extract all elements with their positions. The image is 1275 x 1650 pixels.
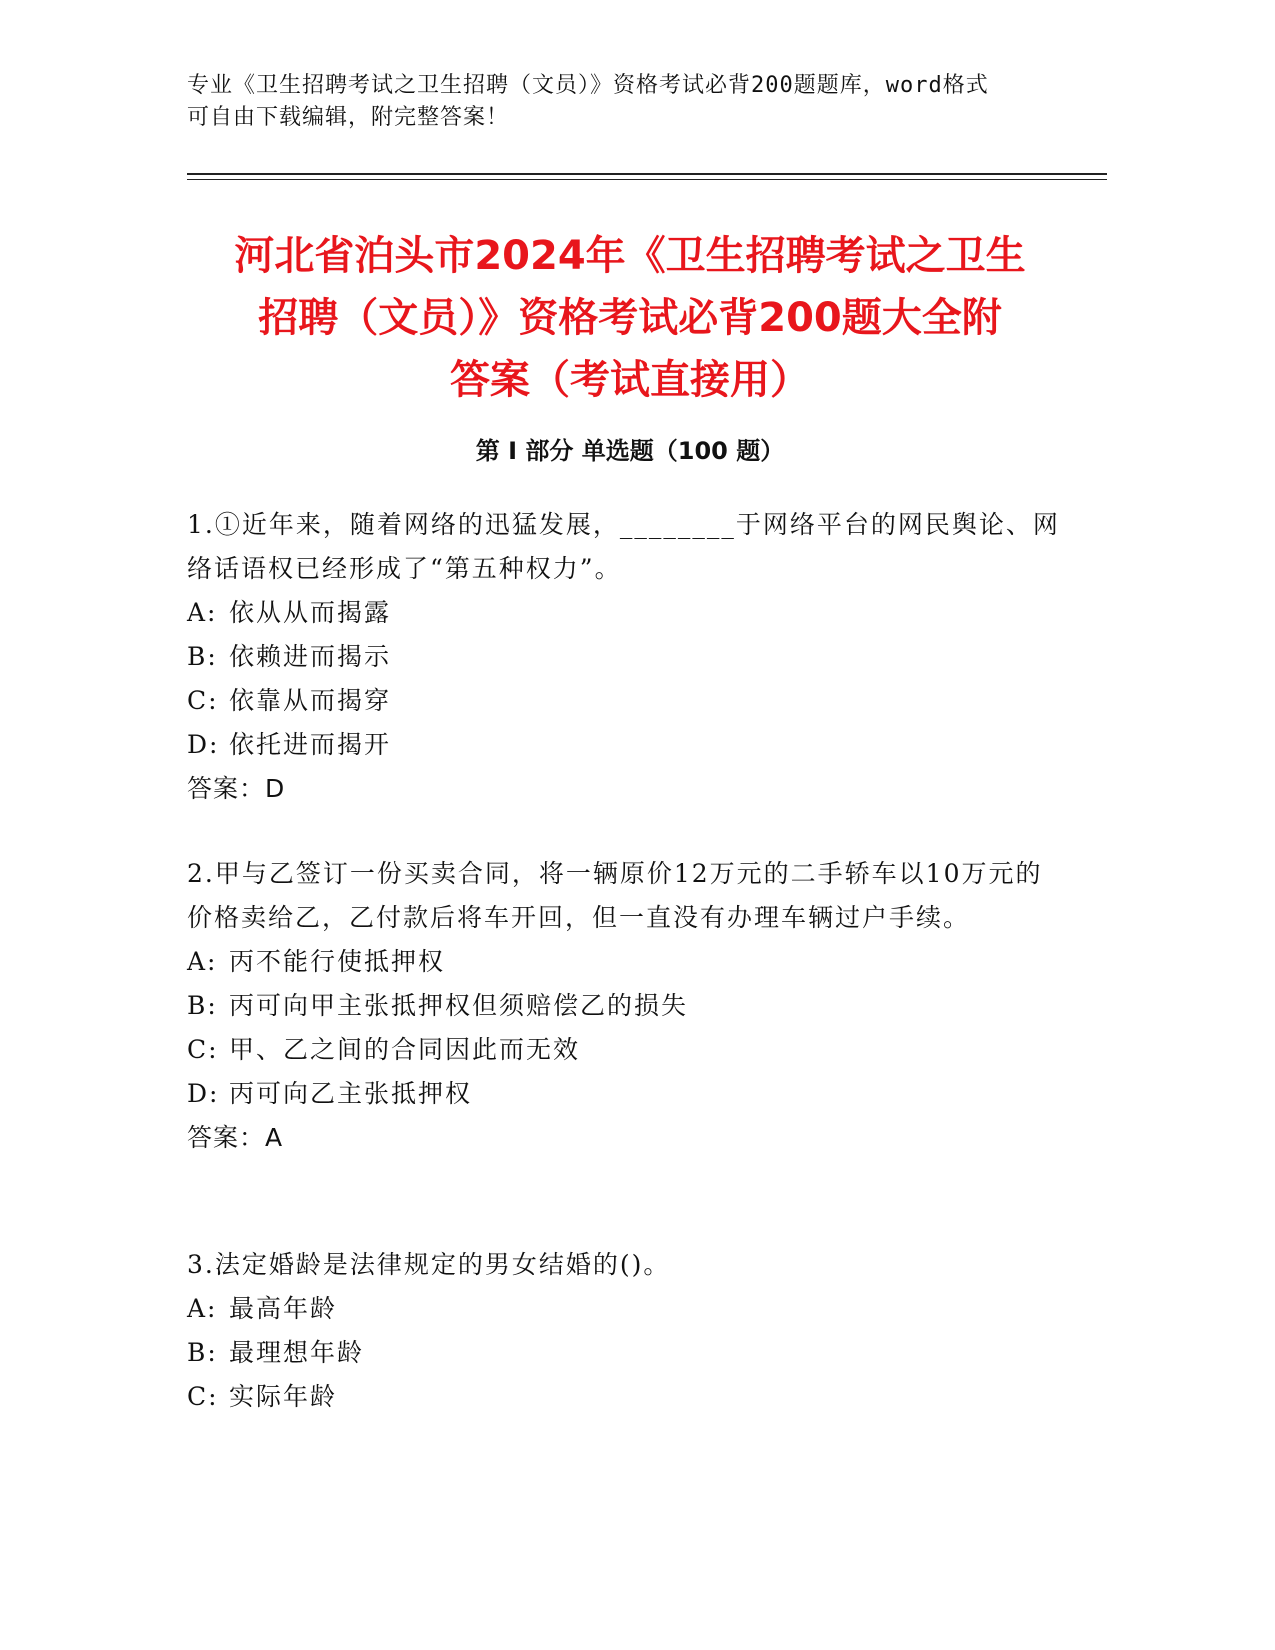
option-letter: C:	[187, 1035, 219, 1064]
option-b	[187, 1331, 1067, 1375]
option-c	[187, 1375, 1067, 1419]
question-stem: 1.①近年来，随着网络的迅猛发展，________于网络平台的网民舆论、网络话语权已经形成了“第五种权力”。	[187, 510, 1060, 583]
option-text: 丙可向甲主张抵押权但须赔偿乙的损失	[229, 991, 689, 1020]
option-a	[187, 591, 1067, 635]
option-d	[187, 723, 1067, 767]
option-text: 最高年龄	[229, 1294, 338, 1323]
header-note-line-1: 专业《卫生招聘考试之卫生招聘（文员）》资格考试必背200题题库，word格式	[187, 73, 989, 98]
option-letter: B:	[187, 991, 218, 1020]
question-2	[187, 852, 1067, 1160]
option-letter: B:	[187, 1338, 218, 1367]
answer: 答案：A	[187, 1123, 284, 1152]
option-b	[187, 635, 1067, 679]
question-stem: 3.法定婚龄是法律规定的男女结婚的()。	[187, 1250, 671, 1279]
option-letter: D:	[187, 730, 220, 759]
option-letter: B:	[187, 642, 218, 671]
option-letter: C:	[187, 686, 219, 715]
option-letter: A:	[187, 598, 218, 627]
document-title-line-2: 招聘（文员）》资格考试必背200题大全附	[258, 295, 1002, 341]
option-text: 依赖进而揭示	[229, 642, 392, 671]
option-text: 甲、乙之间的合同因此而无效	[229, 1035, 581, 1064]
option-c	[187, 1028, 1067, 1072]
header-note-line-2: 可自由下载编辑，附完整答案！	[187, 105, 510, 130]
question-3	[187, 1243, 1067, 1419]
option-a	[187, 1287, 1067, 1331]
document-title-line-1: 河北省泊头市2024年《卫生招聘考试之卫生	[234, 233, 1026, 279]
header-note	[187, 70, 1067, 134]
header-divider-thick	[187, 173, 1107, 175]
option-letter: D:	[187, 1079, 220, 1108]
option-d	[187, 1072, 1067, 1116]
option-c	[187, 679, 1067, 723]
header-divider-thin	[187, 179, 1107, 180]
option-letter: C:	[187, 1382, 219, 1411]
option-text: 依托进而揭开	[229, 730, 392, 759]
question-stem: 2.甲与乙签订一份买卖合同，将一辆原价12万元的二手轿车以10万元的价格卖给乙，乙付款后将车开回，但一直没有办理车辆过户手续。	[187, 859, 1043, 932]
option-text: 最理想年龄	[229, 1338, 365, 1367]
option-a	[187, 940, 1067, 984]
answer: 答案：D	[187, 774, 286, 803]
option-letter: A:	[187, 1294, 218, 1323]
option-b	[187, 984, 1067, 1028]
option-letter: A:	[187, 947, 218, 976]
document-title-line-3: 答案（考试直接用）	[450, 357, 810, 403]
section-title: 第 I 部分 单选题（100 题）	[475, 437, 785, 465]
question-1	[187, 503, 1067, 811]
document-title	[180, 225, 1080, 411]
option-text: 依靠从而揭穿	[229, 686, 392, 715]
option-text: 丙不能行使抵押权	[229, 947, 446, 976]
option-text: 丙可向乙主张抵押权	[229, 1079, 473, 1108]
option-text: 实际年龄	[229, 1382, 338, 1411]
option-text: 依从从而揭露	[229, 598, 392, 627]
